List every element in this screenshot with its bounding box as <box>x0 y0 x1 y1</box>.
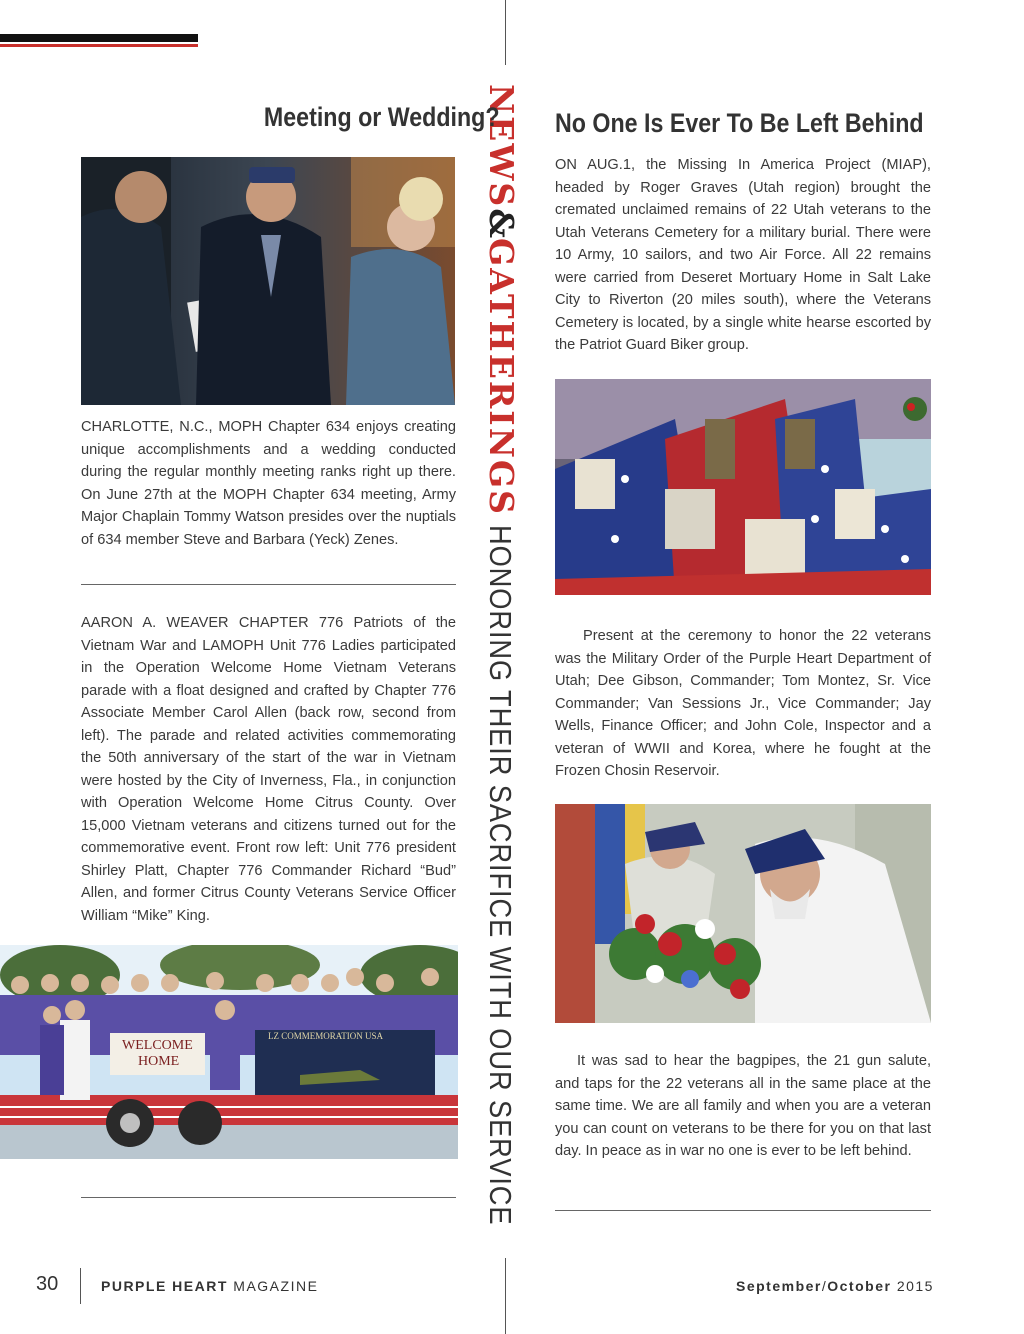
magazine-name-bold: PURPLE HEART <box>101 1278 228 1294</box>
footer-divider <box>80 1268 81 1304</box>
column-divider-top <box>505 0 506 65</box>
issue-month-2: October <box>827 1278 892 1294</box>
issue-slash: / <box>821 1278 828 1294</box>
divider-left-1 <box>81 584 456 585</box>
issue-date <box>736 1278 934 1294</box>
section-title-amp: & <box>482 208 521 239</box>
issue-year: 2015 <box>891 1278 934 1294</box>
banner-home-text: HOME <box>138 1054 180 1069</box>
divider-right <box>555 1210 931 1211</box>
magazine-name <box>101 1278 318 1294</box>
wedding-photo <box>81 157 455 405</box>
parade-float-photo <box>0 945 458 1159</box>
banner-lz-text: LZ COMMEMORATION USA <box>268 1031 384 1041</box>
headline-meeting-or-wedding: Meeting or Wedding? <box>263 102 500 132</box>
column-divider-bottom <box>505 1258 506 1334</box>
story-meeting-wedding: CHARLOTTE, N.C., MOPH Chapter 634 enjoys creating unique accomplishments and a wedding conducted during the regular monthly meeting ranks right up there. On June 27th at the MOPH Chapter 634 meeting, Army Major Chaplain Tommy Watson presides over the nuptials of 634 member Steve and Barbara (Yeck) Zenes. <box>81 419 456 548</box>
magazine-name-light: MAGAZINE <box>227 1278 319 1294</box>
story-welcome-home: AARON A. WEAVER CHAPTER 776 Patriots of the Vietnam War and LAMOPH Unit 776 Ladies participated in the Operation Welcome Home Vietnam Veterans parade with a float designed and crafted by Chapter 776 Associate Member Carol Allen (back row, second from left). The parade and related activities commemorating the 50th anniversary of the start of the war in Vietnam were hosted by the City of Inverness, Fla., in conjunction with Operation Welcome Home Citrus County. Over 15,000 Vietnam veterans and citizens turned out for the commemorative event. Front row left: Unit 776 president Shirley Platt, Chapter 776 Commander Richard “Bud” Allen, and former Citrus County Veterans Service Officer William “Mike” King. <box>81 615 456 924</box>
flags-remains-photo <box>555 379 931 595</box>
section-title-news: NEWS <box>482 84 521 209</box>
divider-left-2 <box>81 1197 456 1198</box>
story-ceremony: Present at the ceremony to honor the 22 veterans was the Military Order of the Purple Heart Department of Utah; Dee Gibson, Commander; Tom Montez, Sr. Vice Commander; Van Sessions Jr., Vice Commander; Jay Wells, Finance Officer; and John Cole, Inspector and a veteran of WWII and Korea, where he fought at the Frozen Chosin Reservoir. <box>555 628 931 779</box>
banner-welcome-text: WELCOME <box>122 1038 193 1053</box>
section-subtitle: HONORING THEIR SACRIFICE WITH OUR SERVICE <box>483 525 518 1226</box>
header-bar-red <box>0 44 198 47</box>
issue-month-1: September <box>736 1278 822 1294</box>
section-title-gatherings: GATHERINGS <box>482 238 521 516</box>
page-number: 30 <box>36 1273 59 1295</box>
story-miap: ON AUG.1, the Missing In America Project (MIAP), headed by Roger Graves (Utah region) brought the cremated unclaimed remains of 22 Utah veterans to the Utah Veterans Cemetery for a military burial. There were 10 Army, 10 sailors, and two Air Force. All 22 remains were carried from Deseret Mortuary Home in Salt Lake City to Riverton (20 miles south), where the Veterans Cemetery is located, by a single white hearse escorted by the Patriot Guard Biker group. <box>555 157 931 353</box>
headline-no-one-left-behind: No One Is Ever To Be Left Behind <box>555 108 924 138</box>
header-bar-black <box>0 34 198 42</box>
wreath-ceremony-photo <box>555 804 931 1023</box>
story-bagpipes: It was sad to hear the bagpipes, the 21 gun salute, and taps for the 22 veterans all in the same place at the same time. We are all family and when you are a veteran you can count on veterans to be there for you on that last day. In peace as in war no one is ever to be left behind. <box>555 1053 931 1159</box>
section-title <box>479 84 523 1244</box>
